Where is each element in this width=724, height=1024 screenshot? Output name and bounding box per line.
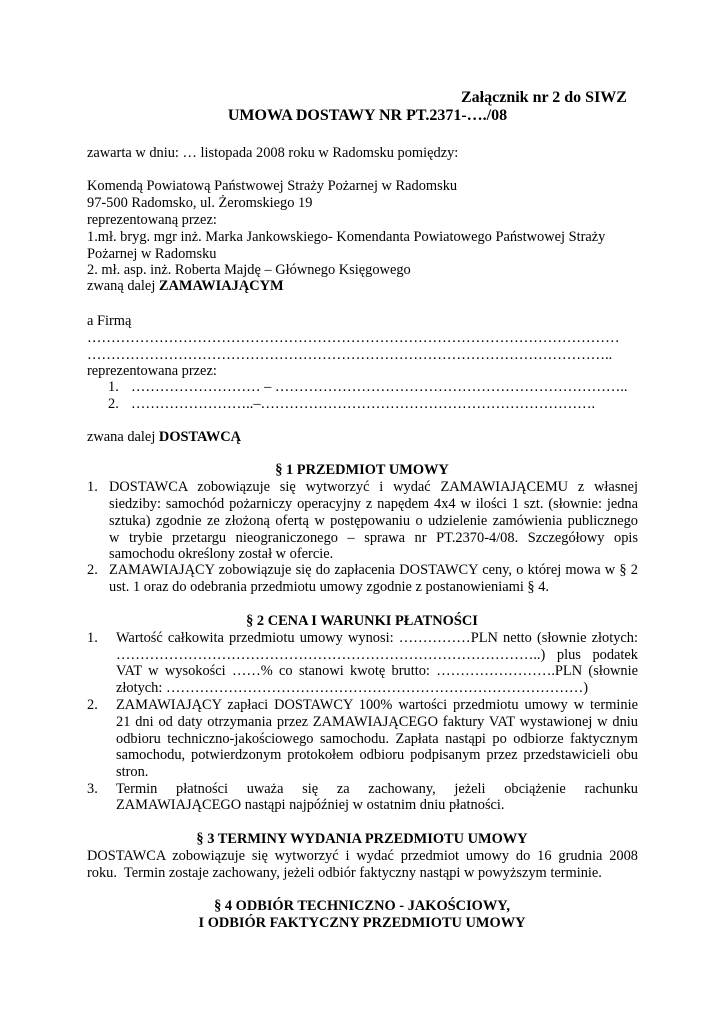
supplier-dots-1: …………………………………………………………………………………………………: [87, 330, 620, 346]
s1-p2-line2: ust. 1 oraz do odebrania przedmiotu umowy zgodnie z postanowieniami § 4.: [109, 579, 550, 595]
orderer-rep1-line2: Pożarnej w Radomsku: [87, 246, 217, 262]
s2-p1-line4: złotych: ……………………………………………………………………………): [116, 680, 589, 696]
s2-p1-line2: ……………………………………………………………………………..) plus podatek: [116, 647, 638, 663]
orderer-called-prefix: zwaną dalej: [87, 278, 159, 294]
supplier-represented: reprezentowana przez:: [87, 363, 217, 379]
section-4-heading-line1: § 4 ODBIÓR TECHNICZNO - JAKOŚCIOWY,: [214, 898, 510, 914]
supplier-rep2-text: ……………………..–…………………………………………………………….: [131, 396, 596, 412]
orderer-represented: reprezentowaną przez:: [87, 212, 217, 228]
s1-p1-line4: w trybie przetargu nieograniczonego – sprawa nr PT.2370-4/08. Szczegółowy opis: [109, 530, 638, 546]
s2-p3-num: 3.: [87, 781, 98, 797]
concluded-line: zawarta w dniu: … listopada 2008 roku w Radomsku pomiędzy:: [87, 145, 459, 161]
s1-p1-line5: samochodu określony został w ofercie.: [109, 546, 334, 562]
s1-p1-line1: DOSTAWCA zobowiązuje się wytworzyć i wydać ZAMAWIAJĄCEMU z własnej: [109, 479, 638, 495]
s2-p2-num: 2.: [87, 697, 98, 713]
orderer-address: 97-500 Radomsko, ul. Żeromskiego 19: [87, 195, 313, 211]
s2-p3-line1: Termin płatności uważa się za zachowany, jeżeli obciążenie rachunku: [116, 781, 638, 797]
supplier-firm: a Firmą: [87, 313, 132, 329]
supplier-called-prefix: zwana dalej: [87, 429, 159, 445]
supplier-dots-2: ………………………………………………………………………………………………..: [87, 347, 613, 363]
orderer-called-term: ZAMAWIAJĄCYM: [158, 278, 284, 294]
s2-p1-line3: VAT w wysokości ……% co stanowi kwotę brutto: …………………….PLN (słownie: [116, 663, 638, 679]
supplier-called-term: DOSTAWCĄ: [158, 429, 242, 445]
s2-p2-line5: stron.: [116, 764, 149, 780]
s2-p2-line1: ZAMAWIAJĄCY zapłaci DOSTAWCY 100% wartości przedmiotu umowy w terminie: [116, 697, 638, 713]
section-2-heading: § 2 CENA I WARUNKI PŁATNOŚCI: [246, 613, 478, 629]
section-1-heading: § 1 PRZEDMIOT UMOWY: [275, 462, 449, 478]
supplier-rep1-text: ……………………… – ………………………………………………………………..: [131, 379, 628, 395]
orderer-rep2: 2. mł. asp. inż. Roberta Majdę – Głównego Księgowego: [87, 262, 411, 278]
s1-p1-line2: siedziby: samochód pożarniczy operacyjny z napędem 4x4 w ilości 1 szt. (słownie: jedna: [109, 496, 638, 512]
s3-line1: DOSTAWCA zobowiązuje się wytworzyć i wydać przedmiot umowy do 16 grudnia 2008: [87, 848, 638, 864]
s2-p3-line2: ZAMAWIAJĄCEGO nastąpi najpóźniej w ostatnim dniu płatności.: [116, 797, 505, 813]
s2-p1-num: 1.: [87, 630, 98, 646]
s1-p2-num: 2.: [87, 562, 98, 578]
supplier-called: [87, 429, 241, 446]
section-3-heading: § 3 TERMINY WYDANIA PRZEDMIOTU UMOWY: [196, 831, 528, 847]
orderer-called: [87, 278, 284, 295]
s1-p1-line3: sztuka) zgodnie ze złożoną ofertą w postępowaniu o udzielenie zamówienia publicznego: [109, 513, 638, 529]
s2-p2-line2: 21 dni od daty otrzymania przez ZAMAWIAJĄCEGO faktury VAT wystawionej w dniu: [116, 714, 638, 730]
s2-p2-line4: samochodu, potwierdzonym protokołem odbioru podpisanym przez przedstawicieli obu: [116, 747, 638, 763]
supplier-rep2-num: 2.: [108, 396, 119, 412]
supplier-rep1-num: 1.: [108, 379, 119, 395]
s3-line2: roku. Termin zostaje zachowany, jeżeli odbiór faktyczny nastąpi w powyższym terminie.: [87, 865, 602, 881]
s1-p2-line1: ZAMAWIAJĄCY zobowiązuje się do zapłacenia DOSTAWCY ceny, o której mowa w § 2: [109, 562, 638, 578]
s2-p1-line1: Wartość całkowita przedmiotu umowy wynosi: ……………PLN netto (słownie złotych:: [116, 630, 638, 646]
orderer-rep1-line1: 1.mł. bryg. mgr inż. Marka Jankowskiego- Komendanta Powiatowego Państwowej Straży: [87, 229, 606, 245]
document-title: UMOWA DOSTAWY NR PT.2371-…./08: [227, 107, 508, 124]
s1-p1-num: 1.: [87, 479, 98, 495]
section-4-heading-line2: I ODBIÓR FAKTYCZNY PRZEDMIOTU UMOWY: [198, 915, 526, 931]
orderer-name: Komendą Powiatową Państwowej Straży Pożarnej w Radomsku: [87, 178, 458, 194]
attachment-label: Załącznik nr 2 do SIWZ: [461, 89, 627, 106]
s2-p2-line3: odbioru techniczno-jakościowego samochodu. Zapłata nastąpi po odbiorze faktycznym: [116, 731, 638, 747]
